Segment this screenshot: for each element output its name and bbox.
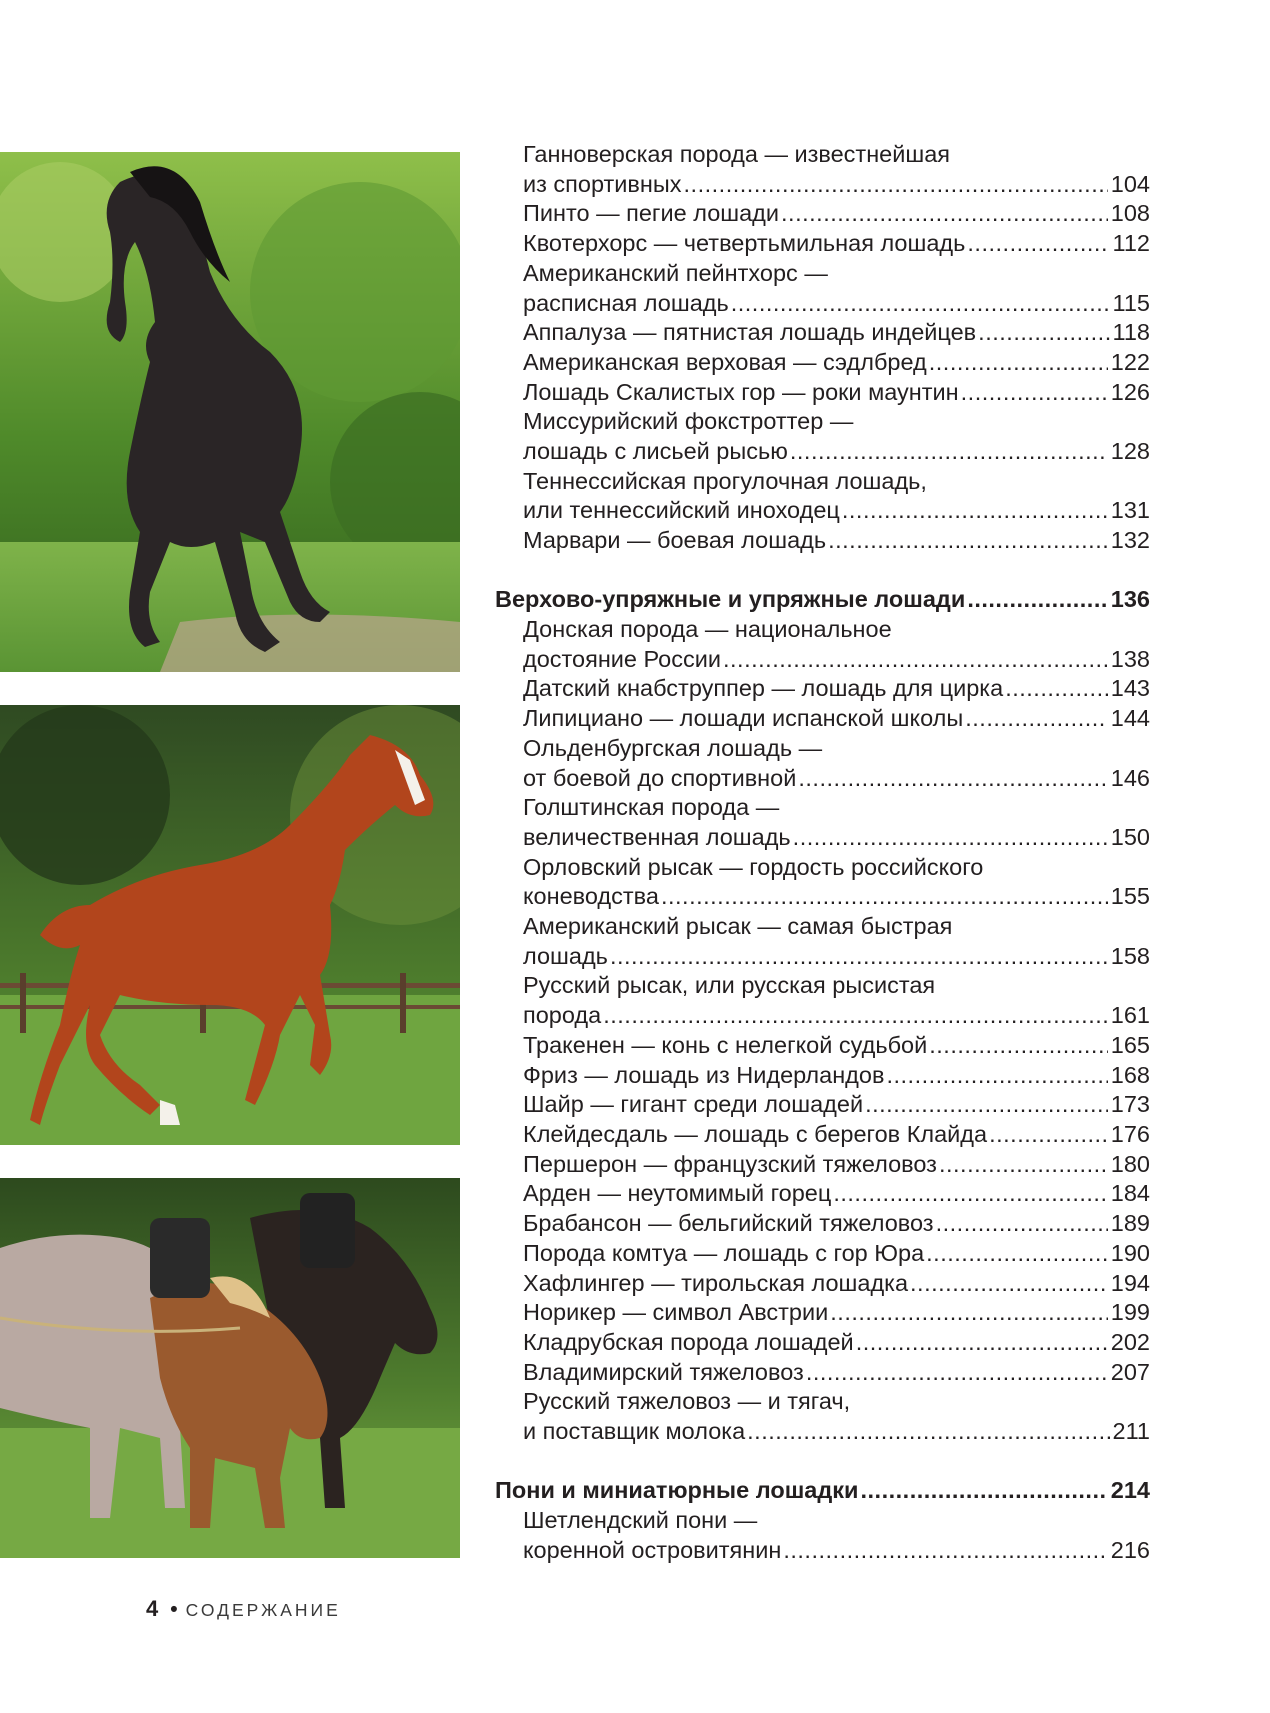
toc-entry-title-line: расписная лошадь: [523, 289, 729, 316]
toc-entry[interactable]: [495, 1239, 1150, 1269]
toc-entry-title-line: величественная лошадь: [523, 823, 791, 850]
toc-entry-page: 150: [1110, 823, 1150, 850]
toc-dot-leader: [793, 823, 1108, 853]
toc-dot-leader: [886, 1061, 1107, 1091]
toc-entry-page: 115: [1112, 289, 1150, 316]
photo-chestnut-horse-trotting: [0, 705, 460, 1145]
toc-dot-leader: [731, 289, 1110, 319]
toc-entry-title-line: Липициано — лошади испанской школы: [523, 705, 964, 732]
toc-entry[interactable]: [495, 348, 1150, 378]
toc-entry-page: 176: [1110, 1121, 1150, 1147]
toc-entry[interactable]: [495, 378, 1150, 408]
toc-dot-leader: [790, 437, 1108, 467]
toc-entry-title-line: Клейдесдаль — лошадь с берегов Клайда: [523, 1121, 988, 1147]
toc-entry-title-line: Фриз — лошадь из Нидерландов: [523, 1061, 885, 1088]
toc-entry-page: 180: [1110, 1150, 1150, 1177]
toc-dot-leader: [910, 1269, 1108, 1299]
toc-dot-leader: [610, 942, 1108, 972]
toc-entry-title-line: Американский пейнтхорс —: [523, 259, 828, 286]
toc-entry-page: 143: [1110, 675, 1150, 702]
toc-entry[interactable]: [495, 467, 1150, 526]
toc-entry-title-line: Брабансон — бельгийский тяжеловоз: [523, 1210, 934, 1237]
toc-dot-leader: [967, 229, 1109, 259]
toc-entry[interactable]: [495, 734, 1150, 793]
toc-section-page: 136: [1110, 586, 1150, 613]
toc-entry-title-line: Датский кнабструппер — лошадь для цирка: [523, 675, 1004, 702]
toc-entry-page: 108: [1110, 200, 1150, 227]
footer-bullet: •: [170, 1598, 178, 1621]
toc-entry-title-line: Норикер — символ Австрии: [523, 1299, 829, 1326]
toc-entry-title-line: Лошадь Скалистых гор — роки маунтин: [523, 378, 959, 405]
toc-entry-page: 216: [1110, 1536, 1150, 1563]
toc-entry-page: 211: [1112, 1418, 1150, 1445]
toc-entry-title-line: Ганноверская порода — известнейшая: [523, 141, 951, 167]
toc-entry[interactable]: [495, 971, 1150, 1030]
toc-entry[interactable]: [495, 1090, 1150, 1120]
toc-dot-leader: [783, 1536, 1107, 1566]
toc-entry[interactable]: [495, 229, 1150, 259]
toc-entry-title-line: от боевой до спортивной: [523, 764, 797, 791]
table-of-contents: [495, 140, 1150, 1565]
page-number: 4: [146, 1596, 159, 1621]
toc-entry-title-line: Орловский рысак — гордость российского: [523, 853, 984, 880]
toc-entry-title-line: Хафлингер — тирольская лошадка: [523, 1269, 909, 1296]
toc-entry[interactable]: [495, 674, 1150, 704]
toc-dot-leader: [661, 882, 1108, 912]
toc-dot-leader: [926, 1239, 1108, 1269]
toc-section-title: Верхово-упряжные и упряжные лошади: [495, 586, 966, 613]
toc-dot-leader: [865, 1090, 1108, 1120]
toc-entry-page: 194: [1110, 1269, 1150, 1296]
toc-entry-title-line: Миссурийский фокстроттер —: [523, 408, 854, 435]
toc-dot-leader: [747, 1417, 1109, 1447]
toc-section-heading[interactable]: [495, 1476, 1150, 1506]
toc-dot-leader: [978, 318, 1109, 348]
toc-entry-page: 118: [1112, 319, 1150, 346]
toc-entry-page: 199: [1110, 1299, 1150, 1326]
toc-dot-leader: [842, 496, 1108, 526]
toc-dot-leader: [989, 1120, 1108, 1150]
toc-entry-title-line: Кладрубская порода лошадей: [523, 1328, 854, 1355]
toc-entry[interactable]: [495, 199, 1150, 229]
toc-entry-title-line: Тракенен — конь с нелегкой судьбой: [523, 1031, 928, 1058]
running-title: СОДЕРЖАНИЕ: [185, 1600, 341, 1620]
toc-entry[interactable]: [495, 1209, 1150, 1239]
toc-entry-page: 155: [1110, 883, 1150, 910]
toc-entry[interactable]: [495, 1506, 1150, 1565]
toc-entry-page: 138: [1110, 645, 1150, 672]
toc-entry-title-line: Шетлендский пони —: [523, 1506, 758, 1533]
toc-dot-leader: [856, 1328, 1108, 1358]
toc-entry-title-line: Русский рысак, или русская рысистая: [523, 972, 936, 999]
toc-entry[interactable]: [495, 140, 1150, 199]
toc-dot-leader: [828, 526, 1108, 556]
page-footer: [146, 1596, 341, 1622]
toc-entry-title-line: лошадь с лисьей рысью: [523, 438, 788, 465]
toc-entry-title-line: Першерон — французский тяжеловоз: [523, 1150, 937, 1177]
toc-entry-page: 144: [1110, 705, 1150, 732]
toc-entry[interactable]: [495, 1031, 1150, 1061]
toc-entry-title-line: Квотерхорс — четвертьмильная лошадь: [523, 230, 966, 257]
toc-dot-leader: [929, 348, 1108, 378]
toc-entry-title-line: Теннессийская прогулочная лошадь,: [523, 467, 927, 494]
toc-dot-leader: [806, 1358, 1108, 1388]
toc-entry-title-line: и поставщик молока: [523, 1418, 746, 1445]
toc-entry-page: 189: [1110, 1210, 1150, 1237]
toc-entry-title-line: или теннессийский иноходец: [523, 497, 840, 524]
toc-entry-title-line: Ольденбургская лошадь —: [523, 734, 823, 761]
toc-entry[interactable]: [495, 1179, 1150, 1209]
toc-dot-leader: [723, 645, 1108, 675]
toc-entry[interactable]: [495, 1358, 1150, 1388]
toc-entry-title-line: из спортивных: [523, 170, 682, 197]
toc-entry-page: 128: [1110, 438, 1150, 465]
toc-entry[interactable]: [495, 1269, 1150, 1299]
toc-entry-page: 173: [1110, 1091, 1150, 1118]
toc-dot-leader: [936, 1209, 1108, 1239]
toc-entry-page: 184: [1110, 1180, 1150, 1207]
toc-entry-page: 207: [1110, 1358, 1150, 1385]
toc-entry-title-line: Марвари — боевая лошадь: [523, 527, 827, 554]
toc-entry[interactable]: [495, 1150, 1150, 1180]
toc-entry[interactable]: [495, 526, 1150, 556]
toc-dot-leader: [603, 1001, 1108, 1031]
toc-entry-title-line: Голштинская порода —: [523, 794, 780, 821]
toc-entry-page: 165: [1110, 1031, 1150, 1058]
toc-section-title: Пони и миниатюрные лошадки: [495, 1477, 859, 1504]
toc-entry-page: 158: [1110, 942, 1150, 969]
toc-entry-title-line: Аппалуза — пятнистая лошадь индейцев: [523, 319, 977, 346]
toc-entry[interactable]: [495, 318, 1150, 348]
toc-entry-page: 132: [1110, 527, 1150, 554]
toc-entry-page: 104: [1110, 170, 1150, 197]
toc-entry[interactable]: [495, 853, 1150, 912]
toc-entry-page: 190: [1110, 1239, 1150, 1266]
toc-dot-leader: [961, 378, 1108, 408]
toc-dot-leader: [967, 585, 1107, 615]
toc-dot-leader: [1005, 674, 1108, 704]
toc-entry[interactable]: [495, 407, 1150, 466]
toc-entry-title-line: Арден — неутомимый горец: [523, 1180, 832, 1207]
toc-section-page: 214: [1110, 1477, 1150, 1504]
toc-entry[interactable]: [495, 912, 1150, 971]
toc-dot-leader: [929, 1031, 1108, 1061]
toc-entry[interactable]: [495, 1061, 1150, 1091]
toc-entry[interactable]: [495, 1387, 1150, 1446]
toc-entry-title-line: Американский рысак — самая быстрая: [523, 913, 953, 940]
toc-entry[interactable]: [495, 1120, 1150, 1150]
toc-dot-leader: [939, 1150, 1108, 1180]
toc-entry-page: 122: [1110, 348, 1150, 375]
toc-entry[interactable]: [495, 1298, 1150, 1328]
toc-entry[interactable]: [495, 615, 1150, 674]
toc-entry-title-line: Порода комтуа — лошадь с гор Юра: [523, 1239, 925, 1266]
toc-entry[interactable]: [495, 259, 1150, 318]
toc-entry-title-line: Донская порода — национальное: [523, 616, 892, 643]
toc-entry-title-line: лошадь: [523, 942, 608, 969]
toc-entry-title-line: Пинто — пегие лошади: [523, 200, 780, 227]
toc-dot-leader: [684, 170, 1108, 200]
toc-entry-title-line: Русский тяжеловоз — и тягач,: [523, 1388, 851, 1415]
toc-entry-title-line: Шайр — гигант среди лошадей: [523, 1091, 864, 1118]
toc-entry-page: 168: [1110, 1061, 1150, 1088]
toc-entry-page: 126: [1110, 378, 1150, 405]
toc-entry-page: 112: [1112, 230, 1150, 257]
toc-entry-page: 202: [1110, 1328, 1150, 1355]
toc-dot-leader: [833, 1179, 1107, 1209]
toc-entry-title-line: коренной островитянин: [523, 1536, 782, 1563]
toc-section-heading[interactable]: [495, 585, 1150, 615]
toc-entry-title-line: достояние России: [523, 645, 721, 672]
toc-entry-title-line: Американская верховая — сэдлбред: [523, 348, 927, 375]
toc-entry-page: 131: [1110, 497, 1150, 524]
toc-dot-leader: [781, 199, 1108, 229]
toc-entry[interactable]: [495, 704, 1150, 734]
toc-entry-title-line: Владимирский тяжеловоз: [523, 1358, 804, 1385]
toc-dot-leader: [830, 1298, 1108, 1328]
photo-draft-horses-in-harness: [0, 1178, 460, 1558]
toc-entry-page: 161: [1110, 1002, 1150, 1029]
toc-entry-title-line: коневодства: [523, 883, 659, 910]
toc-entry[interactable]: [495, 793, 1150, 852]
toc-dot-leader: [798, 764, 1107, 794]
toc-entry[interactable]: [495, 1328, 1150, 1358]
photo-black-horse-galloping: [0, 152, 460, 672]
toc-dot-leader: [965, 704, 1108, 734]
toc-entry-page: 146: [1110, 764, 1150, 791]
toc-dot-leader: [860, 1476, 1107, 1506]
toc-entry-title-line: порода: [523, 1002, 602, 1029]
